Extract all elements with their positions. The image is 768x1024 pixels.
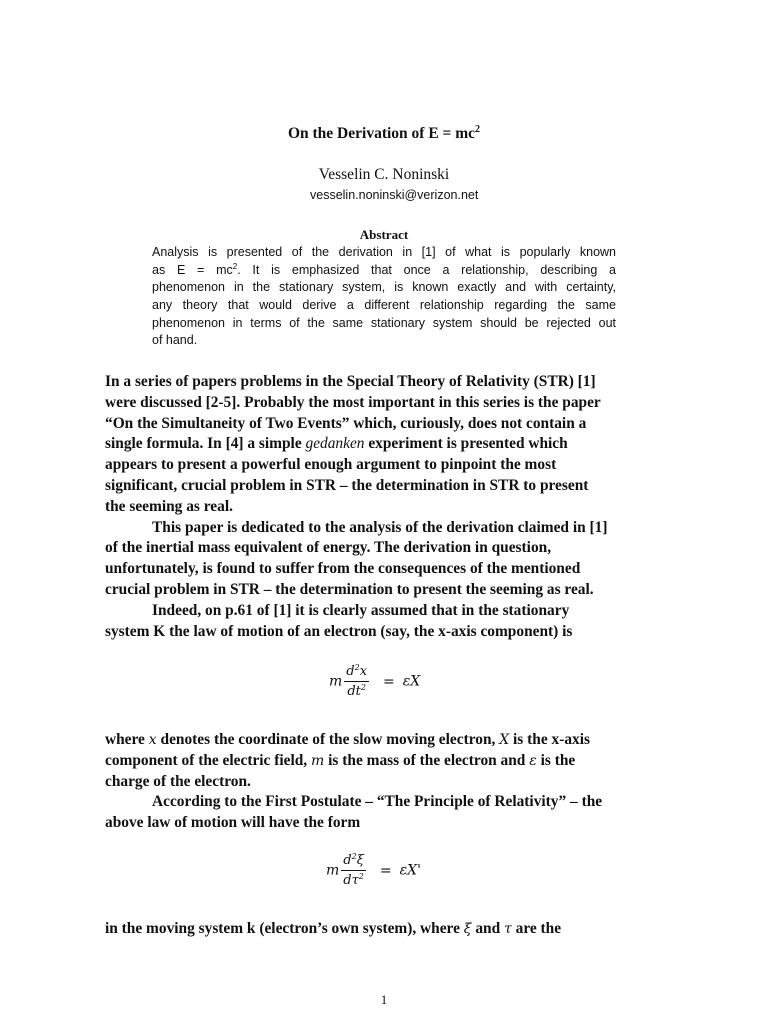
eq-numerator [344,664,369,682]
body-line: “On the Simultaneity of Two Events” which, curiously, does not contain a [105,414,587,432]
body-paragraph-3 [105,919,641,940]
abstract-line: any theory that would derive a different relationship regarding the same [152,298,616,313]
eq-exp: 2 [354,663,360,672]
eq-rhs: εX' [399,862,421,879]
body-text: is the x-axis [509,731,590,748]
body-text: in the moving system k (electron’s own system), where [105,920,464,937]
author-name: Vesselin C. Noninski [318,166,450,183]
eq-fraction [344,664,369,699]
abstract-line [152,262,616,280]
body-line: charge of the electron. [105,772,251,790]
eq-denominator [341,871,366,888]
paper-title-exponent: 2 [475,124,481,135]
abstract-exponent: 2 [232,261,238,271]
body-line: crucial problem in STR – the determination to present the seeming as real. [105,580,594,598]
body-text: component of the electric field, [105,751,312,769]
abstract-body [152,244,616,350]
body-paragraph-1 [105,372,641,642]
eq-mass: m [329,673,343,690]
eq-d: d [346,664,355,679]
abstract-line: Analysis is presented of the derivation in [1] of what is popularly known [152,245,616,259]
body-text: are the [511,920,562,937]
eq-var: x [359,664,368,679]
body-line [105,434,641,455]
italic-term: gedanken [305,435,365,453]
body-text: is the mass of the electron and [324,751,530,769]
eq-mass: m [326,862,340,879]
eq-d: d [343,853,352,868]
eq-exp: 2 [358,872,364,881]
body-line: Indeed, on p.61 of [1] it is clearly assumed that in the stationary [152,601,570,619]
body-line: above law of motion will have the form [105,814,361,832]
eq-denominator [344,682,369,699]
eq-var: ξ [356,853,364,868]
author-email: vesselin.noninski@verizon.net [310,188,479,202]
body-line [105,751,641,772]
body-paragraph-2 [105,730,641,834]
eq-dt: dt [347,684,361,699]
page-number: 1 [380,992,388,1007]
eq-exp: 2 [360,683,366,692]
equation-1 [329,664,420,699]
equation-2 [326,853,421,888]
eq-numerator [341,853,366,871]
abstract-line-text: as E = mc [152,262,233,277]
math-var: ε [529,752,537,769]
body-text: is the [536,751,576,769]
body-line [105,919,641,940]
body-line: were discussed [2-5]. Probably the most important in this series is the paper [105,393,601,411]
abstract-line: phenomenon in terms of the same stationary system should be rejected out [152,315,616,330]
abstract-line: of hand. [152,333,198,348]
abstract-line: phenomenon in the stationary system, is known exactly and with certainty, [152,280,616,295]
paper-title [0,124,768,143]
body-line: appears to present a powerful enough argument to pinpoint the most [105,456,557,474]
body-text: experiment is presented which [364,435,568,453]
eq-equals: = [379,862,392,879]
eq-fraction [341,853,366,888]
paper-title-text: On the Derivation of E = mc [287,125,476,143]
body-line: of the inertial mass equivalent of energy. The derivation in question, [105,539,552,557]
body-line: system K the law of motion of an electron (say, the x-axis component) is [105,622,573,640]
abstract-line-text: . It is emphasized that once a relationship, describing a [237,262,617,277]
math-var: ξ [463,921,472,937]
body-line: unfortunately, is found to suffer from the consequences of the mentioned [105,560,581,578]
body-line [105,730,641,751]
body-text: and [471,920,505,937]
eq-exp: 2 [351,852,357,861]
eq-rhs: εX [402,673,421,690]
eq-dtau: dτ [343,873,359,888]
body-line: According to the First Postulate – “The Principle of Relativity” – the [152,793,603,811]
body-text: denotes the coordinate of the slow moving electron, [156,731,500,748]
body-line: significant, crucial problem in STR – the determination in STR to present [105,476,589,494]
body-text: single formula. In [4] a simple [105,435,306,453]
body-line: In a series of papers problems in the Special Theory of Relativity (STR) [1] [105,373,596,390]
math-var: m [311,752,325,769]
abstract-heading: Abstract [359,227,409,242]
eq-equals: = [383,673,395,690]
body-line: This paper is dedicated to the analysis of the derivation claimed in [1] [152,518,608,536]
body-text: where [105,731,149,748]
math-var: x [148,732,157,748]
body-line: the seeming as real. [105,497,233,515]
math-var: τ [504,921,512,937]
math-var: X [499,732,510,748]
